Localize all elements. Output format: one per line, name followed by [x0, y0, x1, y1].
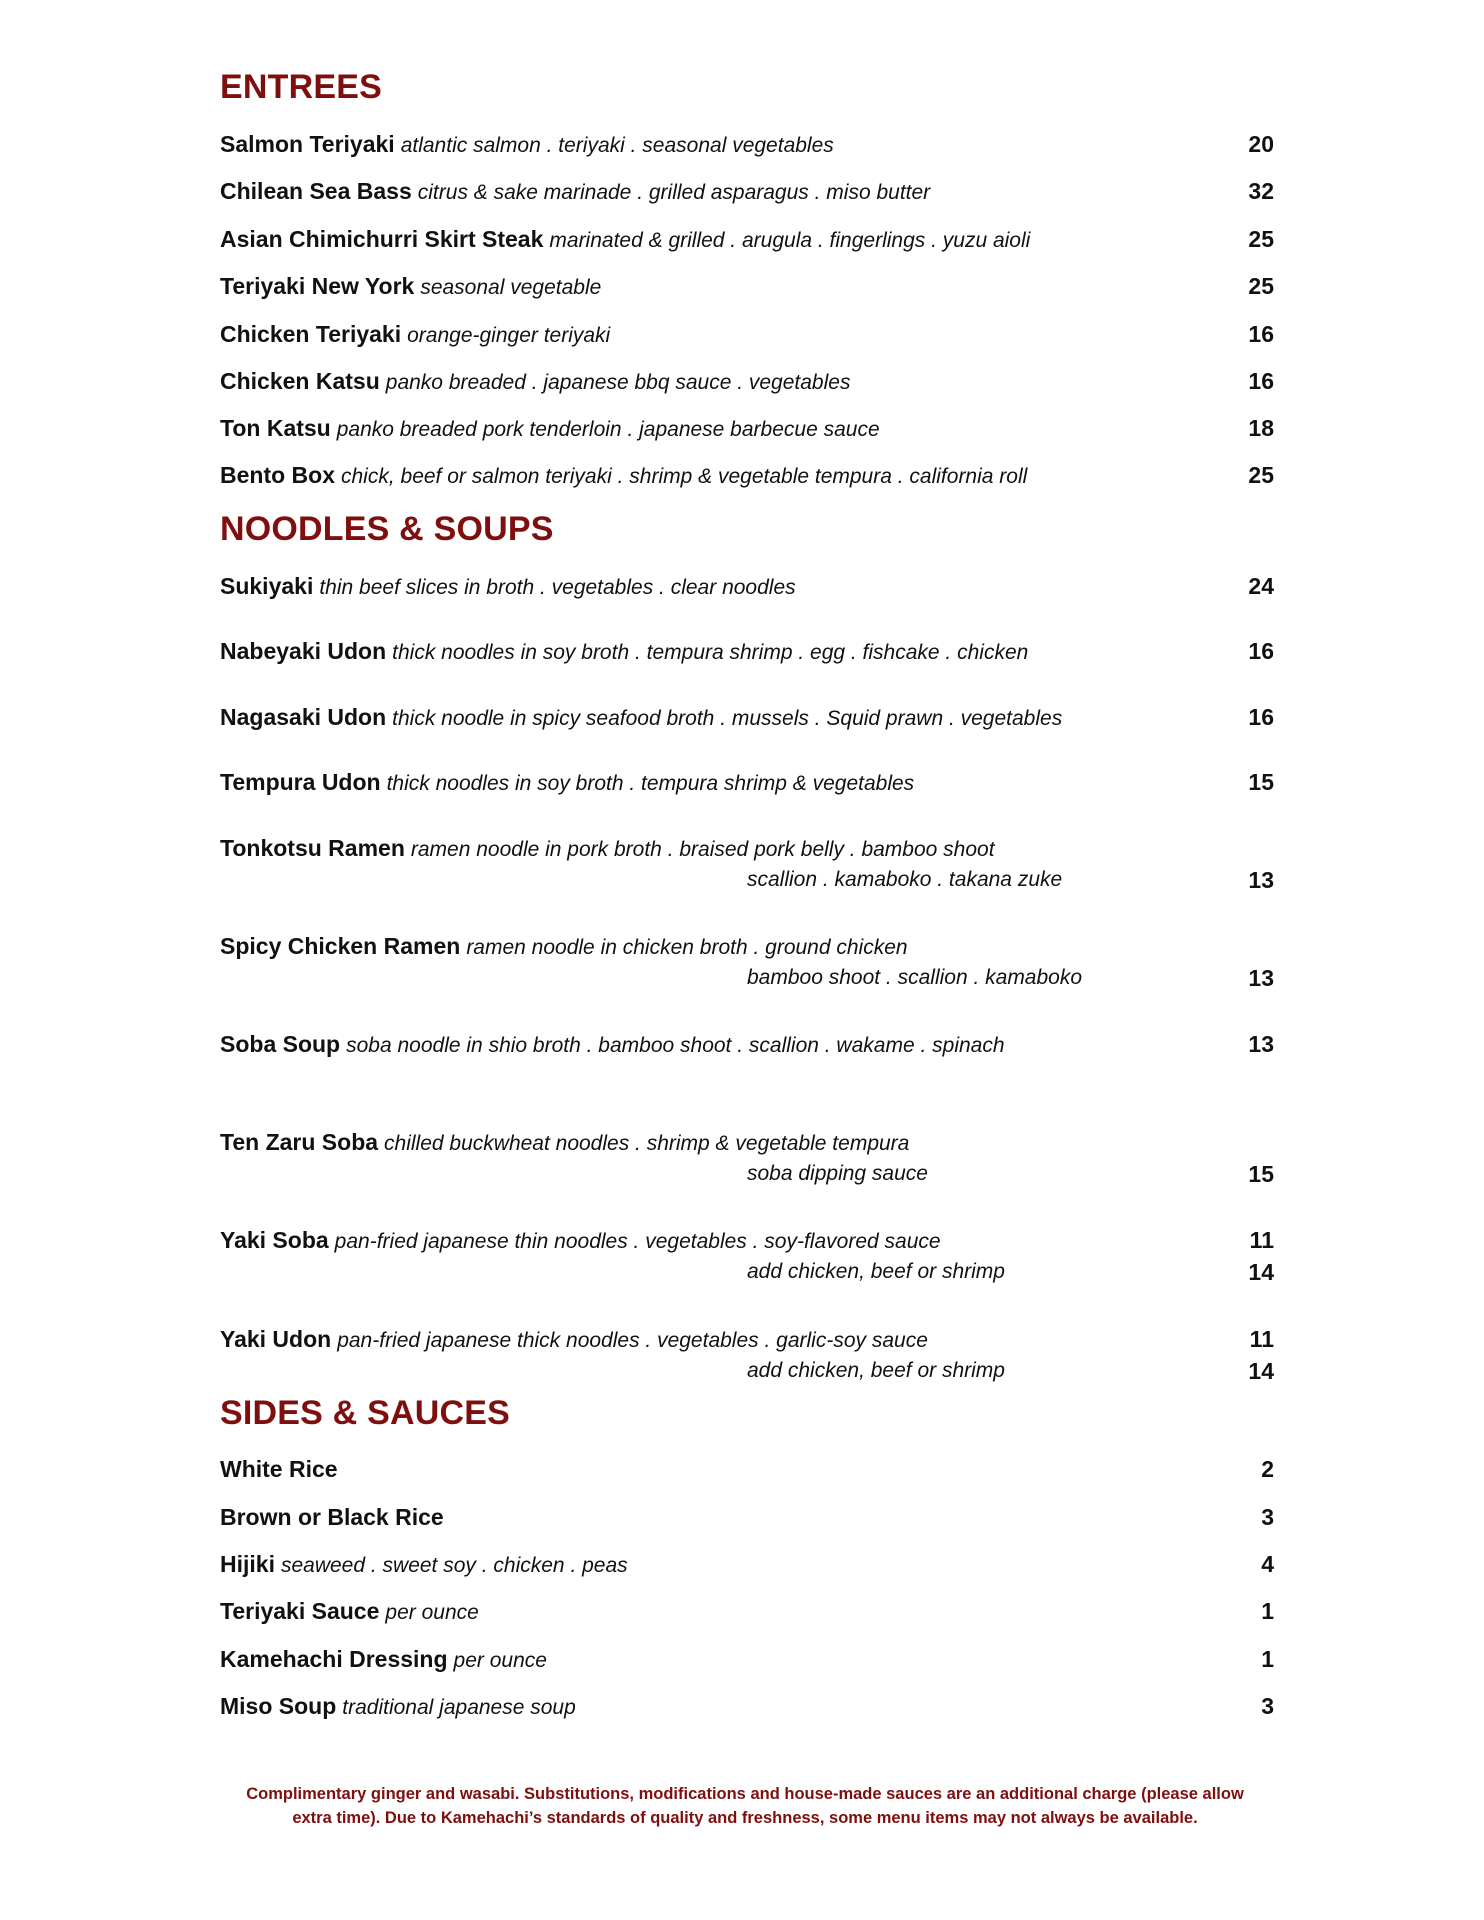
item-description-continued: bamboo shoot . scallion . kamaboko — [747, 966, 1083, 989]
item-price: 25 — [1248, 462, 1274, 488]
item-name: Hijiki — [220, 1551, 275, 1577]
item-price: 13 — [1248, 867, 1274, 893]
item-name: Miso Soup — [220, 1693, 337, 1719]
item-name: Tempura Udon — [220, 769, 381, 795]
item-name: Bento Box — [220, 462, 335, 488]
item-name: Spicy Chicken Ramen — [220, 933, 461, 959]
item-name: Nagasaki Udon — [220, 704, 387, 730]
menu-item — [220, 572, 796, 602]
menu-item — [220, 225, 1030, 255]
item-description: ramen noodle in chicken broth . ground chicken — [466, 936, 908, 959]
item-description: seaweed . sweet soy . chicken . peas — [280, 1554, 628, 1577]
item-description: thick noodles in soy broth . tempura shrimp . egg . fishcake . chicken — [392, 641, 1029, 664]
item-name: Ton Katsu — [220, 415, 331, 441]
section-title-entrees: ENTREES — [220, 68, 382, 106]
item-description: chick, beef or salmon teriyaki . shrimp & vegetable tempura . california roll — [341, 465, 1028, 488]
item-description: pan-fried japanese thin noodles . vegetables . soy-flavored sauce — [334, 1230, 941, 1253]
menu-item — [220, 1692, 576, 1722]
menu-item — [220, 1597, 479, 1627]
item-name: Yaki Soba — [220, 1227, 329, 1253]
item-add-on-price: 14 — [1248, 1358, 1274, 1384]
item-price: 4 — [1261, 1551, 1274, 1577]
menu-item — [220, 834, 995, 864]
item-price: 1 — [1261, 1598, 1274, 1624]
item-name: Soba Soup — [220, 1031, 341, 1057]
item-description: pan-fried japanese thick noodles . vegetables . garlic-soy sauce — [337, 1329, 928, 1352]
item-description: seasonal vegetable — [420, 276, 602, 299]
menu-item — [220, 1325, 928, 1355]
menu-item — [220, 1128, 909, 1158]
menu-item — [220, 414, 880, 444]
item-price: 18 — [1248, 415, 1274, 441]
menu-item — [220, 1550, 628, 1580]
item-name: Teriyaki New York — [220, 273, 415, 299]
item-description: thick noodles in soy broth . tempura shrimp & vegetables — [386, 772, 915, 795]
item-name: Yaki Udon — [220, 1326, 332, 1352]
item-description: marinated & grilled . arugula . fingerlings . yuzu aioli — [549, 229, 1031, 252]
item-name: White Rice — [220, 1456, 338, 1482]
item-description-continued: soba dipping sauce — [747, 1162, 928, 1185]
item-price: 16 — [1248, 638, 1274, 664]
item-price: 20 — [1248, 131, 1274, 157]
item-name: Brown or Black Rice — [220, 1504, 444, 1530]
item-price: 11 — [1249, 1326, 1274, 1352]
menu-item — [220, 1503, 444, 1531]
item-price: 3 — [1261, 1504, 1274, 1530]
item-price: 2 — [1261, 1456, 1274, 1482]
item-description: soba noodle in shio broth . bamboo shoot . scallion . wakame . spinach — [346, 1034, 1005, 1057]
item-description: per ounce — [453, 1649, 547, 1672]
item-name: Kamehachi Dressing — [220, 1646, 448, 1672]
menu-item — [220, 932, 908, 962]
menu-item — [220, 130, 834, 160]
item-name: Chicken Katsu — [220, 368, 380, 394]
menu-item — [220, 461, 1027, 491]
menu-item — [220, 768, 914, 798]
item-description: per ounce — [385, 1601, 479, 1624]
item-description: citrus & sake marinade . grilled asparagus . miso butter — [417, 181, 931, 204]
menu-item — [220, 367, 850, 397]
item-price: 13 — [1248, 1031, 1274, 1057]
item-price: 15 — [1248, 769, 1274, 795]
menu-item — [220, 1226, 941, 1256]
item-name: Sukiyaki — [220, 573, 314, 599]
item-name: Salmon Teriyaki — [220, 131, 395, 157]
item-price: 16 — [1248, 368, 1274, 394]
item-description: orange-ginger teriyaki — [407, 324, 611, 347]
item-description: chilled buckwheat noodles . shrimp & vegetable tempura — [384, 1132, 910, 1155]
section-title-noodles-soups: NOODLES & SOUPS — [220, 510, 554, 548]
menu-item — [220, 703, 1062, 733]
menu-item — [220, 177, 930, 207]
item-price: 24 — [1248, 573, 1274, 599]
item-price: 16 — [1248, 321, 1274, 347]
item-name: Chilean Sea Bass — [220, 178, 412, 204]
item-name: Asian Chimichurri Skirt Steak — [220, 226, 544, 252]
item-price: 32 — [1248, 178, 1274, 204]
menu-item — [220, 272, 601, 302]
item-description: atlantic salmon . teriyaki . seasonal vegetables — [400, 134, 834, 157]
footer-line: extra time). Due to Kamehachi’s standards of quality and freshness, some menu items may not always be available. — [292, 1809, 1198, 1827]
item-price: 15 — [1248, 1161, 1274, 1187]
item-name: Tonkotsu Ramen — [220, 835, 405, 861]
footer-note — [200, 1782, 1290, 1830]
item-description: ramen noodle in pork broth . braised pork belly . bamboo shoot — [410, 838, 995, 861]
item-name: Ten Zaru Soba — [220, 1129, 379, 1155]
footer-line: Complimentary ginger and wasabi. Substitutions, modifications and house-made sauces are an additional charge (please allow — [246, 1785, 1244, 1803]
item-add-on: add chicken, beef or shrimp — [747, 1260, 1005, 1283]
item-description: thick noodle in spicy seafood broth . mussels . Squid prawn . vegetables — [392, 707, 1063, 730]
item-add-on-price: 14 — [1248, 1259, 1274, 1285]
item-price: 25 — [1248, 273, 1274, 299]
item-add-on: add chicken, beef or shrimp — [747, 1359, 1005, 1382]
item-price: 3 — [1261, 1693, 1274, 1719]
item-price: 13 — [1248, 965, 1274, 991]
item-name: Chicken Teriyaki — [220, 321, 402, 347]
item-description: panko breaded pork tenderloin . japanese barbecue sauce — [336, 418, 880, 441]
section-title-sides-sauces: SIDES & SAUCES — [220, 1394, 510, 1432]
item-description: panko breaded . japanese bbq sauce . vegetables — [385, 371, 851, 394]
item-description-continued: scallion . kamaboko . takana zuke — [747, 868, 1063, 891]
item-description: thin beef slices in broth . vegetables . clear noodles — [319, 576, 796, 599]
menu-item — [220, 1030, 1005, 1060]
menu-item — [220, 637, 1028, 667]
item-price: 11 — [1249, 1227, 1274, 1253]
item-price: 25 — [1248, 226, 1274, 252]
menu-item — [220, 320, 610, 350]
item-description: traditional japanese soup — [342, 1696, 576, 1719]
menu-item — [220, 1455, 338, 1483]
item-price: 1 — [1261, 1646, 1274, 1672]
item-name: Nabeyaki Udon — [220, 638, 387, 664]
item-name: Teriyaki Sauce — [220, 1598, 380, 1624]
item-price: 16 — [1248, 704, 1274, 730]
menu-item — [220, 1645, 547, 1675]
